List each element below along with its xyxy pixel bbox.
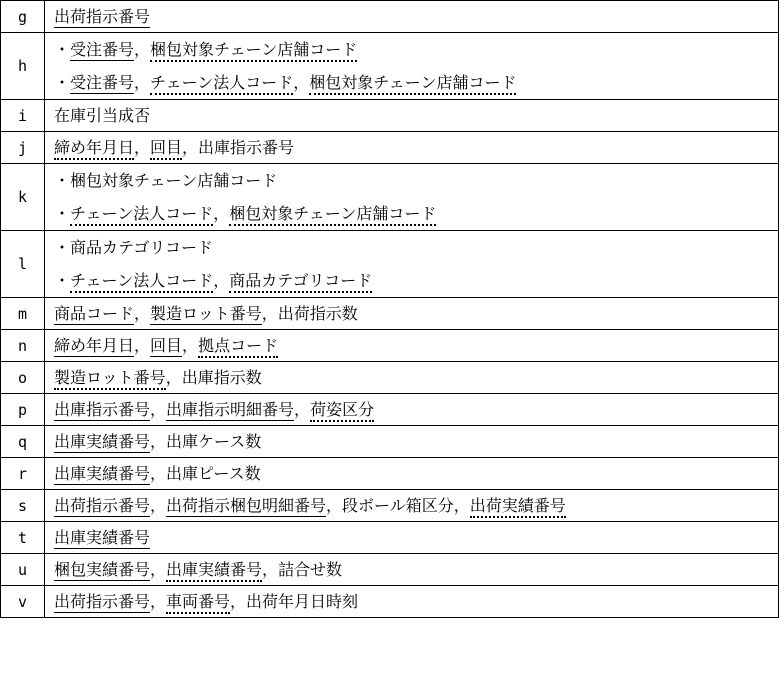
row-key-cell: p — [1, 394, 45, 426]
row-key-cell: t — [1, 522, 45, 554]
row-key-cell: s — [1, 490, 45, 522]
foreign-key-text: 製造ロット番号 — [54, 368, 166, 390]
primary-key-text: 受注番号 — [70, 73, 135, 92]
table-row — [1, 394, 779, 426]
plain-text: ， — [213, 204, 230, 223]
row-key-cell: n — [1, 330, 45, 362]
table-row — [1, 164, 779, 231]
plain-text: ， — [150, 399, 167, 419]
plain-text: ，出庫指示数 — [165, 367, 262, 387]
plain-text: ， — [182, 335, 199, 355]
table-row — [1, 100, 779, 132]
attribute-line — [54, 395, 778, 425]
plain-text: ， — [293, 73, 310, 92]
table-row — [1, 490, 779, 522]
plain-text: 在庫引当成否 — [54, 105, 151, 125]
attribute-line — [54, 587, 778, 617]
plain-text: ， — [150, 495, 167, 515]
plain-text: ， — [134, 335, 151, 355]
row-key-cell: v — [1, 586, 45, 618]
attribute-cell — [45, 100, 779, 132]
attribute-line — [54, 491, 778, 521]
table-row — [1, 330, 779, 362]
foreign-key-text: 車両番号 — [166, 592, 230, 614]
table-row — [1, 362, 779, 394]
primary-key-text: 出荷指示番号 — [54, 6, 151, 26]
row-key-cell: q — [1, 426, 45, 458]
foreign-key-text: 梱包対象チェーン店舗コード — [309, 73, 516, 95]
primary-key-text: 出庫実績番号 — [54, 431, 151, 451]
foreign-key-text: 荷姿区分 — [310, 400, 374, 422]
plain-text: ， — [150, 559, 167, 579]
plain-text: ，出庫ケース数 — [150, 431, 262, 451]
foreign-key-text: 締め年月日 — [54, 138, 134, 160]
attribute-line — [54, 555, 778, 585]
attribute-line — [54, 2, 778, 32]
foreign-key-text: チェーン法人コード — [70, 271, 213, 293]
plain-text: ，出庫ピース数 — [150, 463, 261, 483]
attribute-cell — [45, 33, 779, 100]
attribute-cell — [45, 132, 779, 164]
foreign-key-text: 商品カテゴリコード — [229, 271, 372, 293]
table-row — [1, 554, 779, 586]
foreign-key-text: 出庫実績番号 — [166, 560, 262, 582]
primary-key-text: 受注番号 — [70, 40, 135, 59]
plain-text: ・ — [54, 40, 71, 59]
attribute-cell — [45, 164, 779, 231]
attribute-line — [54, 331, 778, 361]
table-row — [1, 522, 779, 554]
plain-text: ， — [294, 399, 311, 419]
attribute-line — [54, 231, 778, 264]
foreign-key-text: チェーン法人コード — [150, 73, 293, 95]
attribute-line — [54, 523, 778, 553]
primary-key-text: 出庫実績番号 — [54, 527, 151, 547]
row-key-cell: g — [1, 1, 45, 33]
primary-key-text: 回目 — [150, 335, 183, 355]
primary-key-text: 締め年月日 — [54, 335, 135, 355]
row-key-cell: o — [1, 362, 45, 394]
relation-table-body — [1, 1, 779, 618]
row-key-cell: i — [1, 100, 45, 132]
plain-text: ・商品カテゴリコード — [54, 238, 214, 257]
table-row — [1, 586, 779, 618]
plain-text: ・ — [54, 271, 71, 290]
plain-text: ，出荷指示数 — [261, 303, 358, 323]
table-row — [1, 298, 779, 330]
primary-key-text: 出荷指示梱包明細番号 — [166, 495, 327, 515]
plain-text: ・ — [54, 204, 71, 223]
attribute-line — [54, 459, 778, 489]
attribute-line — [54, 66, 778, 99]
attribute-cell — [45, 458, 779, 490]
primary-key-text: 出荷指示番号 — [54, 591, 151, 611]
row-key-cell: m — [1, 298, 45, 330]
plain-text: ， — [134, 137, 151, 157]
foreign-key-text: 回目 — [150, 138, 182, 160]
primary-key-text: 製造ロット番号 — [150, 303, 262, 323]
attribute-cell — [45, 330, 779, 362]
foreign-key-text: 出荷実績番号 — [470, 496, 566, 518]
table-row — [1, 33, 779, 100]
table-row — [1, 458, 779, 490]
plain-text: ， — [134, 73, 151, 92]
row-key-cell: j — [1, 132, 45, 164]
foreign-key-text: 梱包対象チェーン店舗コード — [229, 204, 436, 226]
row-key-cell: r — [1, 458, 45, 490]
attribute-line — [54, 299, 778, 329]
plain-text: ， — [134, 40, 151, 59]
row-key-cell: k — [1, 164, 45, 231]
attribute-cell — [45, 362, 779, 394]
foreign-key-text: 梱包対象チェーン店舗コード — [150, 40, 357, 62]
attribute-cell — [45, 394, 779, 426]
row-key-cell: h — [1, 33, 45, 100]
plain-text: ， — [134, 303, 151, 323]
attribute-line — [54, 264, 778, 297]
table-row — [1, 1, 779, 33]
attribute-line — [54, 363, 778, 393]
attribute-line — [54, 33, 778, 66]
attribute-line — [54, 427, 778, 457]
plain-text: ・ — [54, 73, 71, 92]
plain-text: ，段ボール箱区分， — [326, 495, 470, 515]
plain-text: ， — [213, 271, 230, 290]
primary-key-text: 出庫実績番号 — [54, 463, 151, 483]
primary-key-text: 出荷指示番号 — [54, 495, 151, 515]
row-key-cell: l — [1, 231, 45, 298]
plain-text: ，詰合せ数 — [262, 559, 343, 579]
primary-key-text: 出庫指示明細番号 — [166, 399, 295, 419]
attribute-cell — [45, 298, 779, 330]
plain-text: ，出庫指示番号 — [182, 137, 295, 157]
attribute-line — [54, 101, 778, 131]
plain-text: ，出荷年月日時刻 — [230, 591, 359, 611]
table-row — [1, 132, 779, 164]
plain-text: ・梱包対象チェーン店舗コード — [54, 171, 278, 190]
primary-key-text: 梱包実績番号 — [54, 559, 151, 579]
attribute-cell — [45, 231, 779, 298]
table-row — [1, 231, 779, 298]
table-row — [1, 426, 779, 458]
attribute-cell — [45, 554, 779, 586]
foreign-key-text: チェーン法人コード — [70, 204, 213, 226]
primary-key-text: 商品コード — [54, 303, 135, 323]
attribute-line — [54, 133, 778, 163]
row-key-cell: u — [1, 554, 45, 586]
primary-key-text: 出庫指示番号 — [54, 399, 151, 419]
plain-text: ， — [150, 591, 167, 611]
attribute-cell — [45, 586, 779, 618]
foreign-key-text: 拠点コード — [198, 336, 278, 358]
attribute-line — [54, 164, 778, 197]
attribute-line — [54, 197, 778, 230]
attribute-cell — [45, 490, 779, 522]
attribute-cell — [45, 426, 779, 458]
attribute-cell — [45, 522, 779, 554]
attribute-cell — [45, 1, 779, 33]
